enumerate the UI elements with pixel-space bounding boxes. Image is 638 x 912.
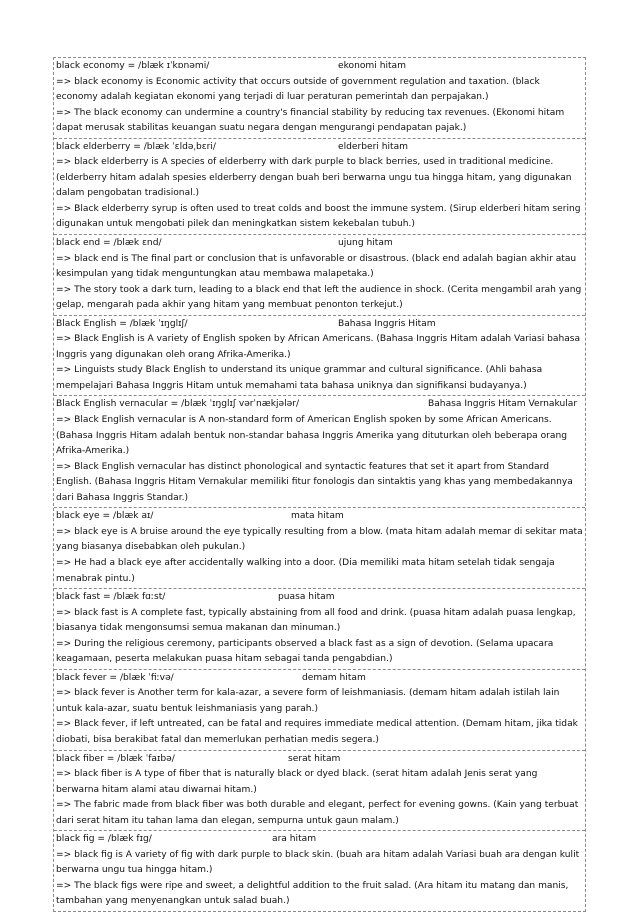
translation: mata hitam xyxy=(291,511,344,522)
translation: ujung hitam xyxy=(338,238,393,249)
dictionary-entry xyxy=(54,316,585,397)
headword-pronunciation: black fever = /blæk ˈfiːvə/ xyxy=(56,672,174,683)
headword-pronunciation: black fiber = /blæk ˈfaɪbə/ xyxy=(56,753,175,764)
example-line: => The black economy can undermine a country's financial stability by reducing tax revenues. (Ekonomi hitam dapat merusak stabilitas keuangan suatu negara dengan mengurangi pendapatan pajak.) xyxy=(56,107,565,134)
translation: Bahasa Inggris Hitam Vernakular xyxy=(428,399,578,410)
dictionary-entry xyxy=(54,58,585,139)
example-line: => Black fever, if left untreated, can be fatal and requires immediate medical attention. (Demam hitam, jika tidak diobati, bisa berakibat fatal dan memerlukan perhatian medis segera.) xyxy=(56,719,578,745)
headword-pronunciation: Black English = /blæk ˈɪŋglɪʃ/ xyxy=(56,318,188,329)
entry-header xyxy=(56,140,583,156)
entry-header xyxy=(56,752,583,768)
example-line: => The fabric made from black fiber was both durable and elegant, perfect for evening gowns. (Kain yang terbuat dari serat hitam itu tahan lama dan elegan, sempurna untuk gaun malam.) xyxy=(56,800,579,826)
translation: ara hitam xyxy=(272,834,317,845)
dictionary-document xyxy=(53,57,586,912)
translation: serat hitam xyxy=(288,753,341,764)
entry-header xyxy=(56,397,583,413)
entry-header xyxy=(56,832,583,848)
meaning-line: => Black English is A variety of English spoken by African Americans. (Bahasa Inggris Hitam adalah Variasi bahasa Inggris yang digunakan oleh orang Afrika-Amerika.) xyxy=(56,334,581,360)
example-line: => Black English vernacular has distinct phonological and syntactic features that set it apart from Standard English. (Bahasa Inggris Hitam Vernakular memiliki fitur fonologis dan sintaktis yang khas yang membedakannya dari Bahasa Inggris Standar.) xyxy=(56,461,573,503)
dictionary-entry xyxy=(54,508,585,589)
headword-pronunciation: black eye = /blæk aɪ/ xyxy=(56,511,154,522)
entry-header xyxy=(56,590,583,606)
example-line: => Black elderberry syrup is often used to treat colds and boost the immune system. (Sirup elderberi hitam sering digunakan untuk mengobati pilek dan meningkatkan sistem kekebalan tubuh.) xyxy=(56,203,581,230)
meaning-line: => black economy is Economic activity that occurs outside of government regulation and taxation. (black economy adalah kegiatan ekonomi yang terjadi di luar peraturan pemerintah dan perpajakan.) xyxy=(56,76,540,103)
meaning-line: => black fiber is A type of fiber that is naturally black or dyed black. (serat hitam adalah Jenis serat yang berwarna hitam alami atau diwarnai hitam.) xyxy=(56,769,538,795)
translation: puasa hitam xyxy=(278,592,335,603)
entry-header xyxy=(56,671,583,687)
meaning-line: => black fast is A complete fast, typically abstaining from all food and drink. (puasa hitam adalah puasa lengkap, biasanya tidak mengonsumsi semua makanan dan minuman.) xyxy=(56,607,576,634)
headword-pronunciation: black elderberry = /blæk ˈɛldəˌbɛri/ xyxy=(56,141,216,152)
example-line: => The black figs were ripe and sweet, a delightful addition to the fruit salad. (Ara hitam itu matang dan manis, tambahan yang menyenangkan untuk salad buah.) xyxy=(56,880,569,907)
meaning-line: => black elderberry is A species of elderberry with dark purple to black berries, used in traditional medicine. (elderberry hitam adalah spesies elderberry dengan buah beri berwarna ungu tua hingga hitam, yang digunakan dalam pengobatan tradisional.) xyxy=(56,157,572,199)
dictionary-entry xyxy=(54,831,585,911)
dictionary-entry xyxy=(54,751,585,832)
meaning-line: => black fig is A variety of fig with dark purple to black skin. (buah ara hitam adalah Variasi buah ara dengan kulit berwarna ungu tua hingga hitam.) xyxy=(56,849,580,876)
example-line: => The story took a dark turn, leading to a black end that left the audience in shock. (Cerita mengambil arah yang gelap, mengarah pada akhir yang hitam yang membuat penonton terkejut.) xyxy=(56,284,582,311)
dictionary-entry xyxy=(54,670,585,751)
translation: Bahasa Inggris Hitam xyxy=(338,318,436,329)
meaning-line: => Black English vernacular is A non-standard form of American English spoken by some African Americans. (Bahasa Inggris Hitam adalah bentuk non-standar bahasa Inggris Amerika yang dituturkan oleh beberapa orang Afrika-Amerika.) xyxy=(56,415,568,457)
example-line: => Linguists study Black English to understand its unique grammar and cultural significance. (Ahli bahasa mempelajari Bahasa Inggris Hitam untuk memahami tata bahasa uniknya dan signifikansi budayanya.) xyxy=(56,365,543,391)
meaning-line: => black eye is A bruise around the eye typically resulting from a blow. (mata hitam adalah memar di sekitar mata yang biasanya disebabkan oleh pukulan.) xyxy=(56,526,583,553)
translation: ekonomi hitam xyxy=(338,61,406,71)
headword-pronunciation: black fast = /blæk fɑːst/ xyxy=(56,592,166,603)
translation: elderberi hitam xyxy=(338,141,409,152)
entry-header xyxy=(56,509,583,525)
entry-header xyxy=(56,236,583,252)
meaning-line: => black end is The final part or conclusion that is unfavorable or disastrous. (black end adalah bagian akhir atau kesimpulan yang tidak menguntungkan atau membawa malapetaka.) xyxy=(56,253,577,280)
headword-pronunciation: black economy = /blæk ɪˈkɒnəmi/ xyxy=(56,61,210,71)
entry-header xyxy=(56,59,583,75)
example-line: => During the religious ceremony, participants observed a black fast as a sign of devotion. (Selama upacara keagamaan, peserta melakukan puasa hitam sebagai tanda pengabdian.) xyxy=(56,638,554,665)
entry-header xyxy=(56,317,583,333)
dictionary-entry xyxy=(54,396,585,508)
dictionary-entry xyxy=(54,139,585,235)
headword-pronunciation: Black English vernacular = /blæk ˈɪŋglɪʃ vərˈnækjələr/ xyxy=(56,399,300,410)
dictionary-entry xyxy=(54,235,585,316)
translation: demam hitam xyxy=(302,672,366,683)
example-line: => He had a black eye after accidentally walking into a door. (Dia memiliki mata hitam setelah tidak sengaja menabrak pintu.) xyxy=(56,557,555,584)
dictionary-entry xyxy=(54,589,585,670)
meaning-line: => black fever is Another term for kala-azar, a severe form of leishmaniasis. (demam hitam adalah istilah lain untuk kala-azar, suatu bentuk leishmaniasis yang parah.) xyxy=(56,688,560,714)
headword-pronunciation: black fig = /blæk fɪg/ xyxy=(56,834,152,845)
headword-pronunciation: black end = /blæk ɛnd/ xyxy=(56,238,162,249)
